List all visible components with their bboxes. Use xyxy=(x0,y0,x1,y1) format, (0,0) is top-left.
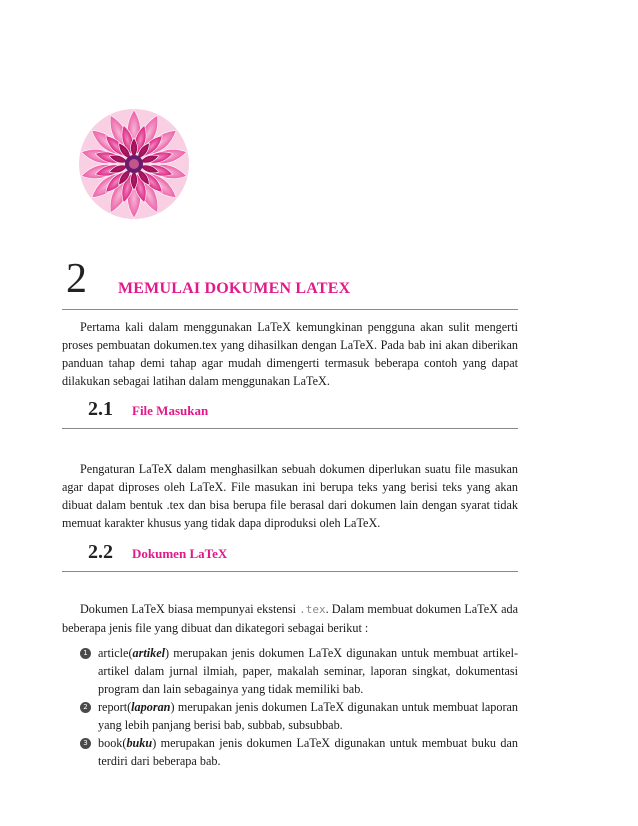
latex-word: LaTeX xyxy=(343,516,378,530)
numbered-bullet-icon: 1 xyxy=(80,648,91,659)
numbered-bullet-icon: 2 xyxy=(80,702,91,713)
list-item-text xyxy=(98,698,518,734)
item-text-a: merupakan jenis dokumen xyxy=(173,646,305,660)
term-emphasis: buku xyxy=(126,736,153,750)
latex-word: LaTeX xyxy=(296,736,331,750)
s2-text-c: . Dalam membuat dokumen xyxy=(325,602,462,616)
list-item xyxy=(80,644,518,698)
intro-text-3: . Pada bab ini akan diberikan panduan tahap demi tahap agar mudah dimengerti termasuk beberapa contoh yang dapat dilakukan sebagai latihan dalam menggunakan xyxy=(62,338,519,388)
section-number: 2.1 xyxy=(88,398,113,420)
s2-text-a: Dokumen xyxy=(80,602,129,616)
s1-text-d: . xyxy=(377,516,381,530)
list-item xyxy=(80,734,518,770)
chapter-title: MEMULAI DOKUMEN LATEX xyxy=(118,280,351,297)
latex-word: LaTeX xyxy=(257,320,291,334)
item-text-a: merupakan jenis dokumen xyxy=(160,736,293,750)
term-close: ) xyxy=(165,646,170,660)
item-text-b: digunakan untuk membuat artikel-artikel dalam jurnal ilmiah, paper, makalah seminar, laporan singkat, dokumentasi program dan lain sebagainya yang tidak memiliki bab. xyxy=(98,646,519,696)
section-dokumen-paragraph xyxy=(62,600,518,637)
chapter-divider xyxy=(62,309,518,310)
latex-word: LaTeX xyxy=(131,602,165,616)
section-heading-dokumen-latex xyxy=(88,541,518,569)
section-file-masukan-paragraph xyxy=(62,460,518,532)
lotus-logo xyxy=(78,108,190,220)
item-text-b: digunakan untuk membuat buku dan terdiri dari beberapa bab. xyxy=(98,736,519,768)
s2-text-b: biasa mempunyai ekstensi xyxy=(167,602,297,616)
numbered-bullet-icon: 3 xyxy=(80,738,91,749)
s1-text-c: . File masukan ini berupa teks yang berisi teks yang akan dibuat dalam bentuk .tex dan bisa berupa file berasal dari dokumen lain dengan syarat tidak memuat karakter khusus yang tidak dapa diproduksi oleh xyxy=(62,480,518,530)
latex-word: LaTeX xyxy=(189,480,224,494)
list-item xyxy=(80,698,518,734)
term: article( xyxy=(98,646,133,660)
latex-word: LaTeX xyxy=(310,700,345,714)
chapter-intro-paragraph xyxy=(62,318,518,390)
term: report( xyxy=(98,700,132,714)
list-item-text xyxy=(98,734,518,770)
latex-word: LaTeX xyxy=(189,546,228,561)
chapter-number: 2 xyxy=(66,256,87,302)
term-close: ) xyxy=(152,736,157,750)
s1-text-b: dalam menghasilkan sebuah dokumen diperlukan suatu file masukan agar dapat diproses oleh xyxy=(62,462,519,494)
intro-text-2: kemungkinan pengguna akan sulit mengerti proses pembuatan dokumen.tex yang dihasilkan dengan xyxy=(62,320,519,352)
latex-word: LaTeX xyxy=(308,646,343,660)
list-item-text xyxy=(98,644,518,698)
term-emphasis: artikel xyxy=(132,646,166,660)
intro-text-4: . xyxy=(326,374,330,388)
section-number: 2.2 xyxy=(88,541,113,563)
section-title xyxy=(132,546,227,562)
chapter-heading xyxy=(66,258,518,310)
s2-text-d: ada beberapa jenis file yang dibuat dan dikategori sebagai berikut : xyxy=(62,602,519,635)
section-heading-file-masukan xyxy=(88,398,518,426)
term-close: ) xyxy=(170,700,175,714)
term-emphasis: laporan xyxy=(131,700,171,714)
item-text-b: digunakan untuk membuat laporan yang lebih panjang berisi bab, subbab, subsubbab. xyxy=(98,700,519,732)
section-title: File Masukan xyxy=(132,403,209,418)
s1-text-a: Pengaturan xyxy=(80,462,135,476)
latex-word: LaTeX xyxy=(293,374,327,388)
section-title-prefix: Dokumen xyxy=(132,546,187,561)
section-divider xyxy=(62,571,518,572)
latex-word: LaTeX xyxy=(340,338,374,352)
file-extension-code: .tex xyxy=(299,603,326,616)
item-text-a: merupakan jenis dokumen xyxy=(177,700,308,714)
term: book( xyxy=(98,736,127,750)
intro-text-1: Pertama kali dalam menggunakan xyxy=(80,320,252,334)
section-divider xyxy=(62,428,518,429)
latex-word: LaTeX xyxy=(138,462,173,476)
latex-word: LaTeX xyxy=(464,602,498,616)
